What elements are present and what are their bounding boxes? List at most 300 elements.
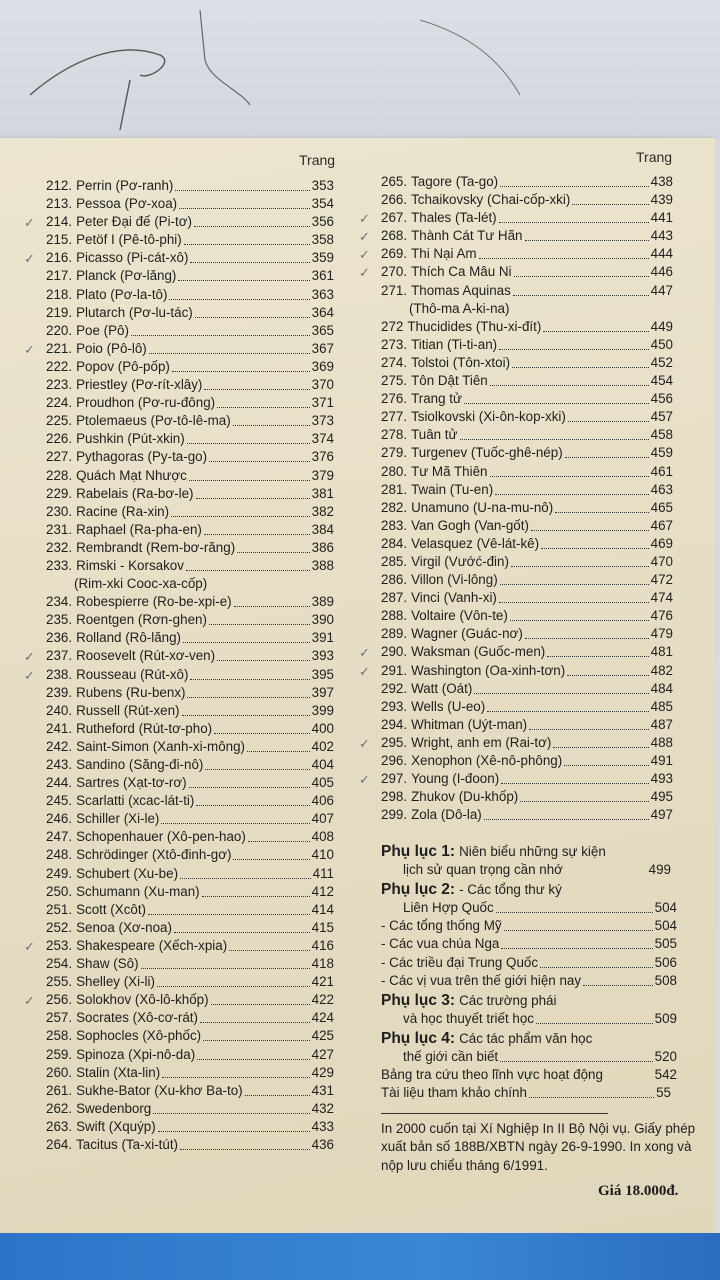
dot-leader [564,754,648,766]
entry-number: 241. [46,720,73,736]
entry-number: 237. [46,648,73,664]
entry-number: 286. [381,572,408,588]
index-entry [46,575,334,593]
entry-number: 294. [381,716,408,732]
entry-page: 441 [650,210,673,226]
index-entry [381,372,673,390]
index-entry [46,720,334,738]
entry-number: 279. [381,445,408,461]
entry-name: Velasquez (Vê-lát-kê) [411,535,540,551]
entry-number: 261. [46,1082,73,1098]
index-entry [381,752,673,770]
dot-leader [171,505,310,517]
entry-number: 283. [381,517,408,533]
entry-number: 242. [46,738,73,754]
entry-name: Plato (Pơ-la-tô) [76,286,168,302]
index-entry [24,937,334,955]
entry-number: 251. [46,901,73,917]
dot-leader [501,772,648,784]
pen-check-mark: ✓ [359,247,370,263]
index-entry [46,521,334,539]
entry-number: 289. [381,626,408,642]
index-entry [46,955,334,973]
entry-page: 407 [311,811,334,827]
index-entry [359,643,673,661]
dot-leader [205,758,309,770]
entry-page: 474 [650,590,673,606]
pen-check-mark: ✓ [24,938,35,954]
entry-number: 297. [381,771,408,787]
entry-page: 389 [311,594,334,610]
entry-page: 404 [311,757,334,772]
entry-name: Twain (Tu-en) [411,481,494,497]
entry-number: 260. [46,1064,73,1080]
entry-page: 359 [311,250,334,266]
appendix-text: và học thuyết triết học [403,1010,535,1026]
dot-leader [196,487,310,499]
entry-page: 444 [650,246,673,262]
appendix-block [381,843,681,1102]
dot-leader [203,1029,310,1041]
index-entry [381,408,673,426]
index-entry [381,481,673,499]
entry-name: Tagore (Ta-go) [411,174,499,189]
index-entry [46,865,334,883]
entry-page: 429 [311,1064,334,1080]
index-entry [46,883,334,901]
entry-name: Shaw (Sô) [76,956,139,972]
dot-leader [555,501,648,513]
dot-leader [196,794,309,806]
dot-leader [233,848,309,860]
appendix-text: Các trường phái [459,992,557,1008]
entry-name: Tacitus (Ta-xi-tút) [76,1136,178,1152]
pen-check-mark: ✓ [24,341,35,357]
entry-number: 221. [46,340,73,356]
entry-number: 285. [381,553,408,569]
entry-number: 220. [46,322,73,338]
entry-page: 365 [311,322,334,338]
entry-number: 219. [46,304,73,320]
entry-name: Rimski - Korsakov [76,557,184,573]
entry-page: 379 [311,467,334,483]
index-entry [381,300,673,318]
entry-number: 295. [381,734,408,750]
entry-number: 281. [381,481,408,497]
entry-number: 230. [46,503,73,519]
entry-number: 288. [381,608,408,624]
index-entry [46,358,334,376]
entry-page: 497 [650,807,673,823]
entry-number: 235. [46,612,73,628]
index-entry [46,267,334,285]
pen-check-mark: ✓ [359,265,370,281]
entry-page: 454 [650,373,673,389]
entry-name: Wright, anh em (Rai-tơ) [411,734,552,750]
index-entry [46,1046,334,1064]
entry-name: Thomas Aquinas [411,282,511,298]
entry-page: 438 [650,174,673,189]
entry-page: 450 [650,336,673,352]
entry-page: 412 [311,883,334,899]
dot-leader [525,627,649,639]
entry-page: 476 [650,608,673,624]
dot-leader [572,193,648,205]
index-entry [46,1100,334,1118]
entry-name: Tolstoi (Tôn-xtoi) [411,354,511,370]
dot-leader [233,414,310,426]
entry-name: Van Gogh (Van-gốt) [411,517,529,533]
index-line [381,1066,681,1084]
dot-leader [172,360,310,372]
entry-name: Roosevelt (Rút-xơ-ven) [76,648,216,664]
index-entry [46,195,334,213]
appendix-label: Phụ lục 4: [381,1029,456,1047]
entry-name: Tôn Dật Tiên [411,373,488,389]
dot-leader [189,776,310,788]
entry-page: 488 [650,734,673,750]
entry-number: 244. [46,775,73,791]
entry-page: 370 [311,377,334,393]
entry-page: 421 [311,974,334,990]
entry-number: 282. [381,499,408,515]
index-entry [46,738,334,756]
entry-number: 256. [46,992,73,1008]
entry-number: 236. [46,630,73,646]
entry-page: 457 [650,409,673,425]
entry-page: 432 [311,1100,334,1116]
index-entry [46,412,334,430]
entry-page: 458 [650,427,673,443]
dot-leader [499,591,649,603]
appendix-item-page: 506 [654,954,677,970]
dot-leader [520,790,648,802]
entry-page: 463 [650,481,673,497]
entry-number: 222. [46,358,73,374]
dot-leader [248,830,310,842]
dot-leader [512,356,649,368]
dot-leader [189,469,310,481]
entry-page: 431 [311,1082,334,1098]
entry-number: 258. [46,1028,73,1044]
dot-leader [179,197,310,209]
appendix-2-item [381,917,681,935]
entry-page: 482 [650,662,673,678]
entry-page: 447 [650,282,673,298]
appendix-item-text: - Các tổng thống Mỹ [381,918,502,934]
dot-leader [174,921,310,933]
index-entry [46,485,334,503]
entry-page: 406 [311,793,334,809]
index-entry [46,394,334,412]
entry-number: 224. [46,395,73,411]
appendix-item-text: - Các vị vua trên thế giới hiện nay [381,972,582,988]
entry-number: 239. [46,684,73,700]
entry-number: 265. [381,174,408,189]
dot-leader [237,541,309,553]
entry-name: Villon (Vi-lông) [411,572,498,588]
appendix-item-text: - Các triều đại Trung Quốc [381,954,539,970]
dot-leader [204,378,309,390]
entry-page: 456 [650,391,673,407]
dot-leader [186,559,310,571]
dot-leader [162,1066,310,1078]
entry-name: Schubert (Xu-be) [76,865,179,881]
index-entry [46,304,334,322]
entry-number: 291. [381,662,408,678]
dot-leader [204,523,310,535]
entry-number: 212. [46,178,73,193]
index-entry [381,698,673,716]
entry-page: 397 [311,684,334,700]
entry-page: 386 [311,539,334,555]
entry-name: Wells (U-eo) [411,698,486,714]
index-entry [46,810,334,828]
entry-name: Thucidides (Thu-xi-đít) [407,318,542,334]
entry-name: Planck (Pơ-lăng) [76,268,177,284]
dot-leader [202,885,310,897]
entry-number: 270. [381,264,408,280]
entry-name: Perrin (Pơ-ranh) [76,178,174,193]
entry-page: 408 [311,829,334,845]
entry-name: Titian (Ti-ti-an) [411,336,498,352]
index-entry [381,173,673,191]
references-page: 55 [656,1085,671,1101]
entry-name: Schiller (Xi-le) [76,811,160,827]
entry-name: Raphael (Ra-pha-en) [76,521,202,537]
dot-leader [187,686,309,698]
entry-name: Rembrandt (Rem-bơ-răng) [76,539,236,555]
index-entry [24,340,334,358]
index-entry [46,1064,334,1082]
dot-leader [149,342,310,354]
entry-number: 290. [381,644,408,660]
appendix-item-text: - Các vua chúa Nga [381,936,500,952]
dot-leader [169,288,309,300]
left-index-list [24,177,334,1154]
entry-page: 446 [650,264,673,280]
index-entry [359,263,673,281]
appendix-item-page: 508 [654,972,677,988]
dot-leader [553,736,648,748]
entry-page: 491 [650,753,673,768]
dot-leader [153,1102,309,1114]
dot-leader [529,718,649,730]
entry-name: Sophocles (Xô-phốc) [76,1028,202,1044]
dot-leader [148,903,310,915]
entry-page: 449 [650,318,673,334]
index-entry [381,444,673,462]
entry-name: Unamuno (U-na-mu-nô) [411,499,554,515]
appendix-label: Phụ lục 2: [381,881,456,899]
entry-name: Pushkin (Pút-xkin) [76,431,185,447]
entry-name: Thales (Ta-lét) [411,210,497,226]
index-entry [46,629,334,647]
entry-name: Roentgen (Rơn-ghen) [76,612,207,628]
entry-name: Solokhov (Xô-lô-khốp) [76,992,209,1008]
entry-name: Rutheford (Rút-tơ-pho) [76,720,213,736]
entry-name: Swedenborg [76,1100,152,1116]
entry-number: 233. [46,557,73,573]
dot-leader [500,175,649,187]
entry-number: 269. [381,246,408,262]
entry-name: Pessoa (Pơ-xoa) [76,196,178,212]
entry-name: Pythagoras (Py-ta-go) [76,449,208,465]
dot-leader [568,410,649,422]
entry-name: Schumann (Xu-man) [76,883,200,899]
pen-check-mark: ✓ [24,251,35,267]
index-entry [381,535,673,553]
index-entry [46,1082,334,1100]
entry-name: Schrödinger (Xtô-đinh-gơ) [76,847,232,863]
index-entry [381,806,673,824]
index-entry [359,227,673,245]
references-line [381,1084,681,1102]
dot-leader [245,1084,310,1096]
entry-number: 231. [46,521,73,537]
index-entry [381,390,673,408]
entry-number: 223. [46,377,73,393]
dot-leader [229,939,309,951]
right-index-list [359,173,673,824]
appendix-page: 499 [648,862,671,878]
dot-leader [484,808,649,820]
entry-page: 452 [650,354,673,370]
entry-number: 273. [381,336,408,352]
entry-number: 292. [381,680,408,696]
entry-page: 422 [311,992,334,1008]
entry-number: 225. [46,413,73,429]
index-entry [46,1136,334,1154]
entry-page: 367 [311,340,334,356]
entry-number: 232. [46,539,73,555]
divider-rule [381,1113,608,1114]
appendix-text: thế giới cần biết [403,1049,499,1065]
entry-name: Swift (Xquýp) [76,1118,156,1134]
index-entry [381,553,673,571]
dot-leader [495,483,648,495]
index-entry [46,430,334,448]
appendix-page: 509 [654,1010,677,1026]
entry-page: 393 [311,648,334,664]
entry-name: Trang tử [411,391,462,407]
index-entry [24,249,334,267]
appendix-text: Các tác phẩm văn học [459,1030,593,1046]
appendix-1-cont [381,861,681,879]
index-entry [381,463,673,481]
entry-page: 418 [311,956,334,972]
appendix-1 [381,843,681,861]
dot-leader [180,867,311,879]
entry-number: 245. [46,793,73,809]
entry-name: Watt (Oát) [411,680,473,696]
entry-page: 384 [311,521,334,537]
dot-leader [567,664,648,676]
index-entry [381,354,673,372]
appendix-text: Liên Hợp Quốc [403,900,494,916]
entry-number: 272 [381,318,404,334]
entry-number: 246. [46,811,73,827]
entry-number: 271. [381,282,408,298]
appendix-2 [381,881,681,899]
index-entry [46,286,334,304]
entry-name: Poio (Pô-lô) [76,340,147,356]
entry-number: 254. [46,956,73,972]
pen-check-mark: ✓ [359,211,370,227]
entry-page: 469 [650,535,673,551]
index-entry [381,191,673,209]
entry-page: 381 [311,485,334,501]
dot-leader [195,306,310,318]
appendix-item-page: 504 [654,918,677,934]
entry-name: Shakespeare (Xếch-xpia) [76,937,228,953]
index-entry [46,376,334,394]
index-entry [381,426,673,444]
dot-leader [197,1048,310,1060]
entry-name: Popov (Pô-pốp) [76,358,170,374]
dot-leader [490,374,649,386]
entry-name: Robespierre (Ro-be-xpi-e) [76,594,232,610]
dot-leader [161,812,309,824]
entry-number: 229. [46,485,73,501]
index-entry [381,680,673,698]
entry-page: 399 [311,702,334,718]
dot-leader [474,682,648,694]
index-entry [46,611,334,629]
entry-page: 481 [650,644,673,660]
entry-page: 395 [311,666,334,682]
index-entry [381,625,673,643]
entry-page: 427 [311,1046,334,1062]
entry-page: 376 [311,449,334,465]
index-entry [46,828,334,846]
entry-number: 234. [46,594,73,610]
dot-leader [514,265,649,277]
entry-number: 277. [381,409,408,425]
appendix-3 [381,992,681,1010]
dot-leader [157,975,310,987]
entry-name: Racine (Ra-xin) [76,503,170,519]
dot-leader [141,957,310,969]
entry-page: 400 [311,720,334,736]
imprint-text: In 2000 cuốn tại Xí Nghiệp In II Bộ Nội vụ. Giấy phép xuất bản số 188B/XBTN ngày 26-9-1990. In xong và nộp lưu chiểu tháng 6/1991. [381,1121,696,1173]
index-entry [24,213,334,231]
entry-number: 255. [46,974,73,990]
index-entry [24,991,334,1009]
entry-page: 424 [311,1010,334,1026]
entry-page: 361 [311,268,334,284]
dot-leader [513,284,649,296]
appendix-4-cont [381,1048,681,1066]
dot-leader [217,396,310,408]
index-entry [359,209,673,227]
entry-page: 415 [311,919,334,935]
pen-check-mark: ✓ [24,215,35,231]
entry-page: 402 [311,738,334,754]
entry-number: 299. [381,807,408,823]
entry-number: 268. [381,228,408,244]
index-entry [46,448,334,466]
entry-name: Tư Mã Thiên [411,463,488,479]
dot-leader [464,392,649,404]
entry-number: 216. [46,250,73,266]
pen-check-mark: ✓ [359,229,370,245]
entry-number: 287. [381,590,408,606]
entry-page: 495 [650,789,673,805]
entry-number: 252. [46,919,73,935]
appendix-2-item [381,972,681,990]
entry-page: 410 [311,847,334,863]
